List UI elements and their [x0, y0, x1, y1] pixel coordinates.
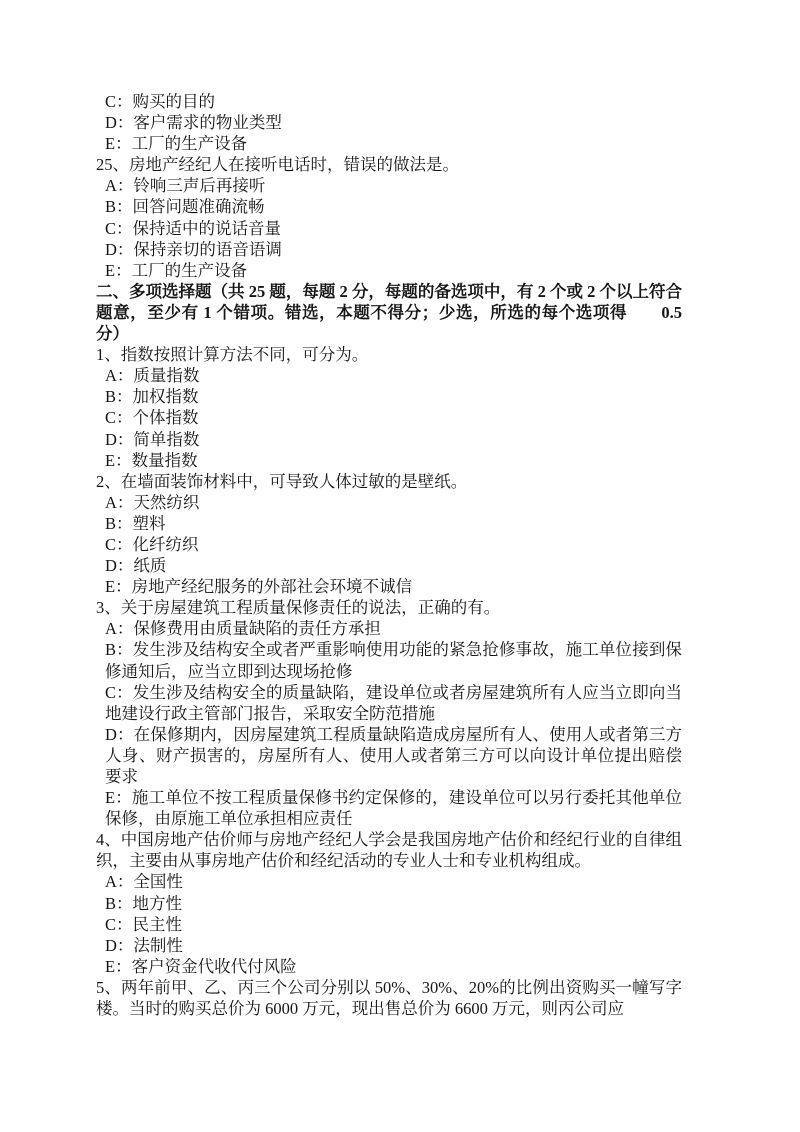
option-line: E：数量指数 — [105, 450, 198, 470]
question-text: 3、关于房屋建筑工程质量保修责任的说法，正确的有。 — [96, 598, 501, 618]
question-text: 1、指数按照计算方法不同，可分为。 — [96, 345, 369, 365]
option-line: C：个体指数 — [105, 408, 199, 428]
option-line: B：发生涉及结构安全或者严重影响使用功能的紧急抢修事故，施工单位接到保修通知后，应当立即到达现场抢修 — [105, 640, 682, 681]
exam-document-text — [96, 91, 687, 1019]
option-line: E：施工单位不按工程质量保修书约定保修的，建设单位可以另行委托其他单位保修，由原施工单位承担相应责任 — [105, 788, 682, 829]
question-text: 2、在墙面装饰材料中，可导致人体过敏的是壁纸。 — [96, 471, 468, 491]
option-line: C：化纤纺织 — [105, 534, 199, 554]
option-line: D：保持亲切的语音语调 — [105, 239, 282, 259]
option-line: A：质量指数 — [105, 366, 200, 386]
option-line: C：民主性 — [105, 914, 183, 934]
question-text: 4、中国房地产估价师与房地产经纪人学会是我国房地产估价和经纪行业的自律组织，主要由从事房地产估价和经纪活动的专业人士和专业机构组成。 — [96, 830, 682, 871]
question-text: 25、房地产经纪人在接听电话时，错误的做法是。 — [96, 155, 459, 175]
option-line: B：塑料 — [105, 513, 166, 533]
option-line: A：天然纺织 — [105, 492, 200, 512]
option-line: D：简单指数 — [105, 429, 200, 449]
option-line: E：房地产经纪服务的外部社会环境不诚信 — [105, 577, 413, 597]
option-line: D：法制性 — [105, 935, 183, 955]
option-line: B：加权指数 — [105, 387, 199, 407]
option-line: B：地方性 — [105, 893, 183, 913]
option-line: E：客户资金代收代付风险 — [105, 956, 297, 976]
option-line: D：纸质 — [105, 556, 167, 576]
option-line: C：保持适中的说话音量 — [105, 218, 282, 238]
option-line: E：工厂的生产设备 — [105, 134, 248, 154]
option-line: B：回答问题准确流畅 — [105, 197, 265, 217]
section-header: 二、多项选择题（共 25 题，每题 2 分，每题的备选项中，有 2 个或 2 个以上符合题意，至少有 1 个错项。错选，本题不得分；少选，所选的每个选项得 0.5 分） — [96, 281, 687, 344]
option-line: D：客户需求的物业类型 — [105, 113, 282, 133]
option-line: A：全国性 — [105, 872, 183, 892]
option-line: E：工厂的生产设备 — [105, 260, 248, 280]
option-line: C：发生涉及结构安全的质量缺陷，建设单位或者房屋建筑所有人应当立即向当地建设行政主管部门报告，采取安全防范措施 — [105, 682, 682, 723]
question-text: 5、两年前甲、乙、丙三个公司分别以 50%、30%、20%的比例出资购买一幢写字楼。当时的购买总价为 6000 万元，现出售总价为 6600 万元，则丙公司应 — [96, 977, 682, 1019]
option-line: D：在保修期内，因房屋建筑工程质量缺陷造成房屋所有人、使用人或者第三方人身、财产损害的，房屋所有人、使用人或者第三方可以向设计单位提出赔偿要求 — [105, 724, 682, 786]
option-line: A：保修费用由质量缺陷的责任方承担 — [105, 619, 381, 639]
option-line: A：铃响三声后再接听 — [105, 176, 266, 196]
option-line: C：购买的目的 — [105, 92, 216, 111]
